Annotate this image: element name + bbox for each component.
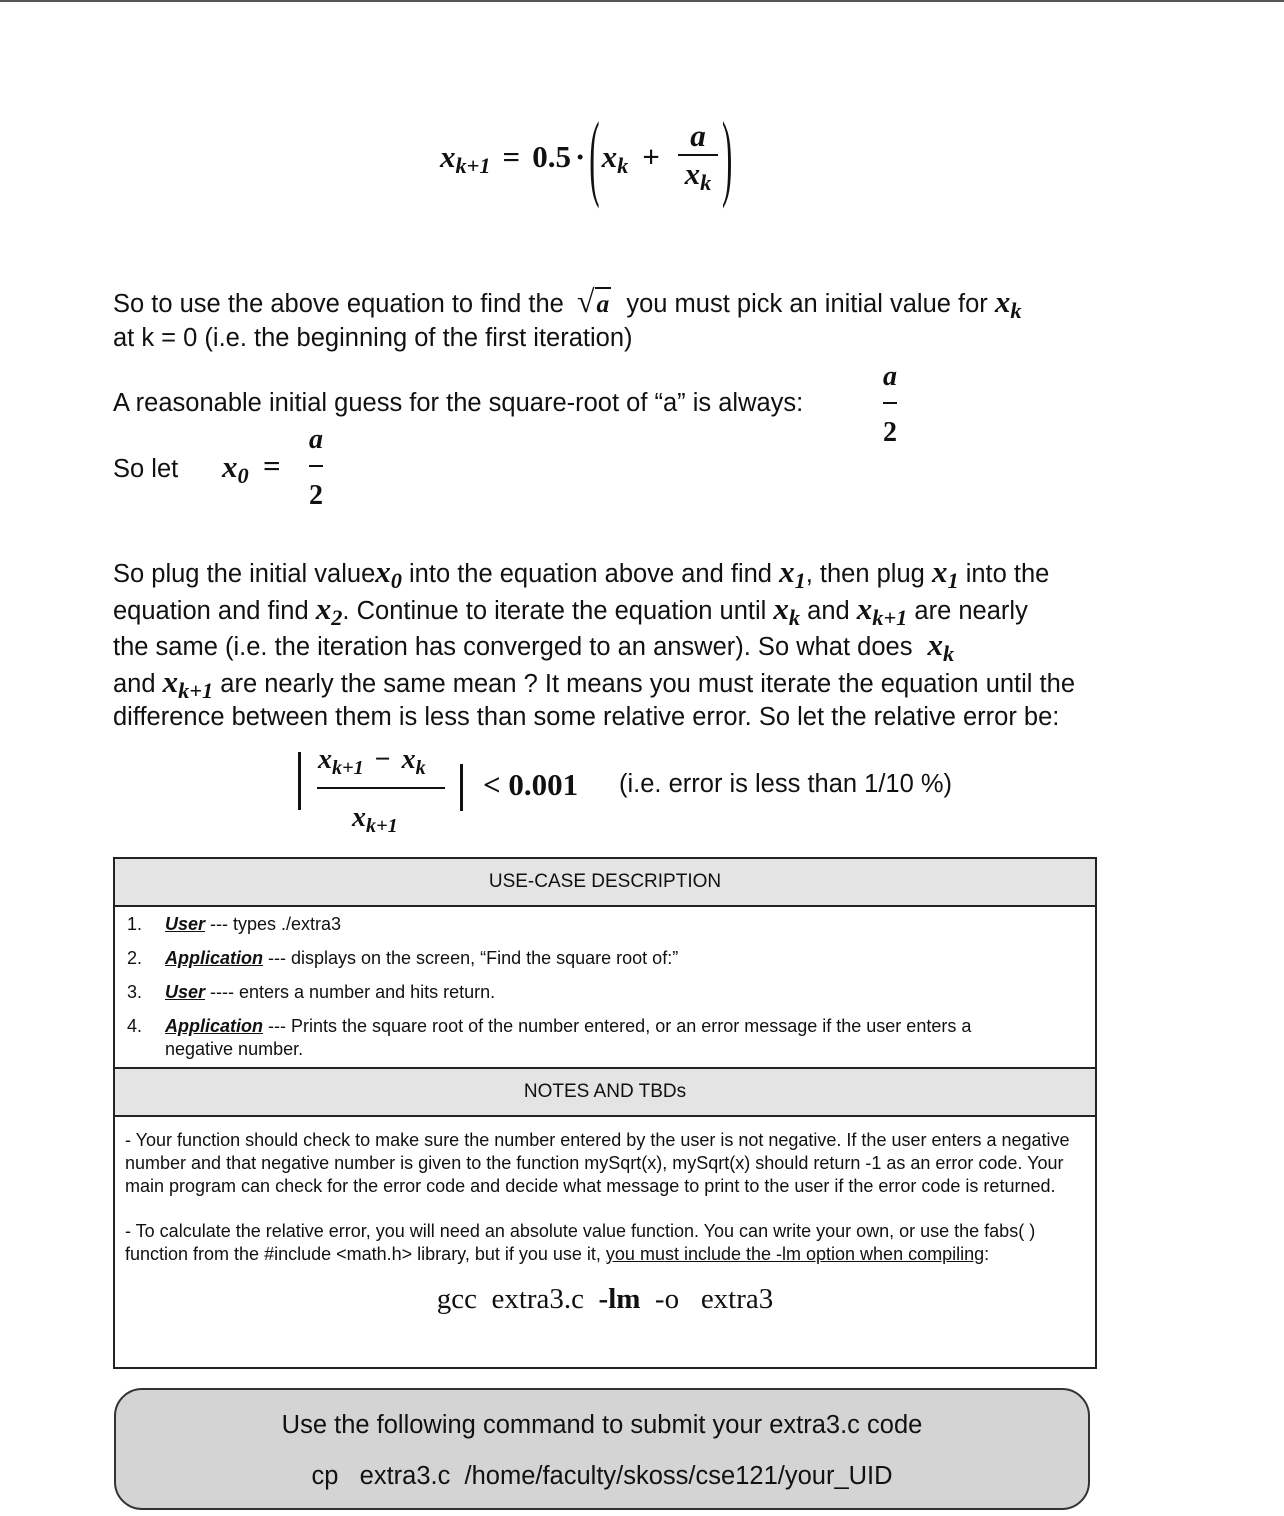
step-actor: User <box>165 982 206 1002</box>
frac-bar <box>309 465 323 467</box>
eq-dot: · <box>574 138 586 174</box>
step-body <box>165 913 1035 936</box>
note-negative-input: - Your function should check to make sure the number entered by the user is not negative. If the user enters a negative number and that negative number is given to the function mySqrt(x), mySqrt(x) should return -1 as an error code. Your main program can check for the error code and decide what message to print to the user if the error code is returned. <box>125 1130 1070 1196</box>
note2-end: : <box>984 1244 990 1264</box>
p2-text: and <box>113 669 156 698</box>
step-text: ---- enters a number and hits return. <box>205 982 496 1002</box>
note-relative-error <box>125 1220 1085 1266</box>
guess-num: a <box>883 361 897 392</box>
use-case-header: USE-CASE DESCRIPTION <box>115 859 1095 905</box>
guess-fraction <box>877 362 903 448</box>
error-threshold: < 0.001 <box>483 767 579 802</box>
p2-line3 <box>113 628 1223 665</box>
submit-command: cp extra3.c /home/faculty/skoss/cse121/your_UID <box>311 1462 893 1490</box>
p2-text: into the equation above and find <box>409 560 772 588</box>
use-case-step <box>115 1015 1095 1061</box>
var-xk: $x_k$ <box>927 627 955 667</box>
gcc-command <box>125 1283 1085 1315</box>
p2-text: So plug the initial value <box>113 560 376 588</box>
var-x0: $x_0$ <box>222 449 249 489</box>
var-x1: $x_1$ <box>931 554 959 594</box>
error-fraction-bar <box>317 787 445 789</box>
p1-line2: at k = 0 (i.e. the beginning of the first iteration) <box>113 323 633 352</box>
sqrt-radicand: a <box>596 289 610 318</box>
step-body <box>165 947 1035 970</box>
sqrt-a <box>577 285 611 321</box>
p2-text: , then plug <box>805 560 925 588</box>
right-paren-icon: ) <box>721 100 733 210</box>
eq-plus: + <box>642 138 660 174</box>
guess-den: 2 <box>883 417 897 448</box>
paragraph-initial-value <box>113 285 1022 355</box>
p2-text: are nearly the same mean ? It means you must iterate the equation until the <box>220 669 1076 698</box>
so-let-equals: = <box>263 448 281 483</box>
gcc-lm-flag: -lm <box>598 1283 641 1315</box>
eq-equals: = <box>502 138 521 174</box>
use-case-step <box>115 913 1095 936</box>
step-text: --- types ./extra3 <box>205 914 342 934</box>
use-case-step <box>115 947 1095 970</box>
abs-bar-left <box>298 752 301 810</box>
step-text: --- displays on the screen, “Find the square root of:” <box>263 948 679 968</box>
var-xk: $x_k$ <box>773 590 801 630</box>
var-xk: $x_k$ <box>994 284 1022 324</box>
submit-line1: Use the following command to submit your extra3.c code <box>281 1411 923 1439</box>
var-x0-inline: $x_0$ <box>375 554 402 594</box>
p2-text: . Continue to iterate the equation until <box>342 596 767 625</box>
step-number: 3. <box>127 982 143 1002</box>
p2-line4 <box>113 665 1223 702</box>
eq-term: $x_k$ <box>601 138 629 178</box>
p2-text: into the <box>965 560 1050 588</box>
eq-lhs: $x_{k+1}$ <box>440 138 491 178</box>
use-case-step <box>115 981 1095 1004</box>
var-x1: $x_1$ <box>779 554 806 594</box>
so-let-label: So let <box>113 455 179 483</box>
newton-iteration-equation <box>440 100 733 210</box>
error-note: (i.e. error is less than 1/10 %) <box>619 770 953 798</box>
step-actor: Application <box>165 1016 263 1036</box>
gcc-part: -o extra3 <box>640 1283 774 1315</box>
step-body <box>165 1015 1035 1061</box>
initial-guess-text: A reasonable initial guess for the square-root of “a” is always: <box>113 389 804 417</box>
top-border-line <box>0 0 1284 2</box>
so-let-num: a <box>309 424 323 455</box>
notes-section <box>115 1115 1095 1315</box>
eq-coefficient: 0.5 <box>532 138 571 174</box>
step-number: 1. <box>127 914 143 934</box>
eq-fraction <box>678 118 718 195</box>
abs-bar-right <box>460 764 463 811</box>
p1-text-b: you must pick an initial value for <box>626 290 988 318</box>
error-numerator: $x_{k+1} - x_k$ <box>318 744 426 779</box>
var-xk1: $x_{k+1}$ <box>162 663 214 703</box>
p2-line5: difference between them is less than some relative error. So let the relative error be: <box>113 703 1060 731</box>
notes-header: NOTES AND TBDs <box>115 1067 1095 1115</box>
var-xk1: $x_{k+1}$ <box>856 590 908 630</box>
step-actor: User <box>165 914 206 934</box>
error-denominator: $x_{k+1}$ <box>352 802 398 837</box>
p2-line1 <box>113 555 1223 592</box>
step-body <box>165 981 1035 1004</box>
step-number: 2. <box>127 948 143 968</box>
left-paren-icon: ( <box>589 100 600 210</box>
p2-text: equation and find <box>113 596 309 625</box>
note2-underlined: you must include the -lm option when compiling <box>605 1244 985 1264</box>
p2-line2 <box>113 592 1223 629</box>
submit-instructions-box <box>114 1388 1090 1510</box>
so-let-den: 2 <box>309 480 323 511</box>
p2-text: are nearly <box>914 596 1028 625</box>
p2-text: the same (i.e. the iteration has converged to an answer). So what does <box>113 633 913 661</box>
frac-bar <box>883 402 897 404</box>
sqrt-icon: √ <box>576 283 595 319</box>
p1-text-a: So to use the above equation to find the <box>113 290 564 318</box>
p2-text: and <box>807 596 850 625</box>
step-number: 4. <box>127 1016 143 1036</box>
gcc-part: gcc extra3.c <box>436 1283 599 1315</box>
eq-frac-den: $x_k$ <box>684 156 712 196</box>
paragraph-iteration <box>113 555 1223 735</box>
var-x2: $x_2$ <box>315 590 343 630</box>
eq-frac-num: a <box>690 118 706 153</box>
step-text: --- Prints the square root of the number entered, or an error message if the user enters a negative number. <box>165 1016 972 1059</box>
note2-text: - To calculate the relative error, you will need an absolute value function. You can write your own, or use the fabs( ) function from the #include <math.h> library, but if you use it, <box>125 1221 1036 1264</box>
use-case-steps <box>115 905 1095 1067</box>
step-actor: Application <box>165 948 263 968</box>
so-let-fraction <box>303 425 329 511</box>
use-case-table <box>113 857 1097 1369</box>
